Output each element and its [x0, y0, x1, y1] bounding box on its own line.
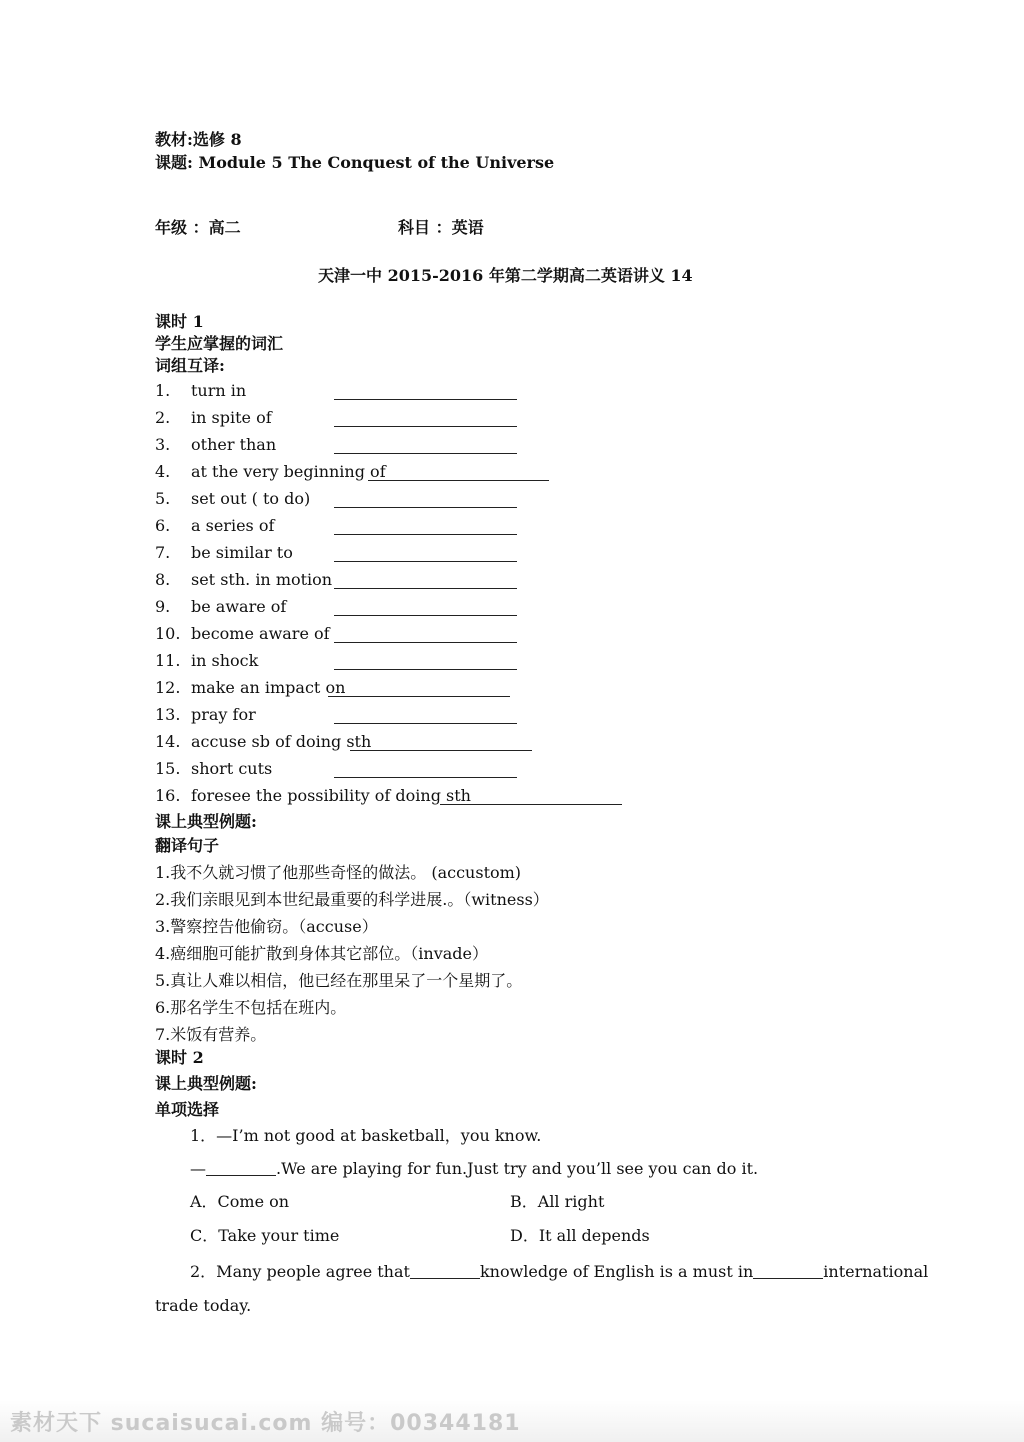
phrase-text: be aware of: [191, 597, 287, 616]
question-2-stem: [190, 1262, 928, 1282]
phrase-row: [155, 542, 293, 564]
answer-blank[interactable]: [753, 1262, 823, 1279]
phrase-number: 5.: [155, 489, 171, 508]
phrase-text: foresee the possibility of doing sth: [191, 786, 471, 805]
phrase-text: make an impact on: [191, 678, 346, 697]
answer-blank[interactable]: [334, 543, 517, 562]
answer-blank[interactable]: [350, 732, 532, 751]
answer-blank[interactable]: [328, 678, 510, 697]
phrase-text: at the very beginning of: [191, 462, 386, 481]
option-c[interactable]: C．Take your time: [190, 1226, 340, 1245]
option-b[interactable]: B．All right: [510, 1192, 605, 1211]
phrase-number: 1.: [155, 381, 171, 400]
translation-sentence: 3.警察控告他偷窃。（accuse）: [155, 917, 378, 936]
phrase-row: [155, 731, 371, 753]
textbook-label: 教材:选修 8: [155, 130, 242, 149]
answer-blank[interactable]: [334, 705, 517, 724]
translation-sentence: 2.我们亲眼见到本世纪最重要的科学进展.。（witness）: [155, 890, 549, 909]
phrase-number: 12.: [155, 678, 181, 697]
option-d[interactable]: D．It all depends: [510, 1226, 650, 1245]
phrase-number: 6.: [155, 516, 171, 535]
phrase-text: become aware of: [191, 624, 330, 643]
translation-sentence: 1.我不久就习惯了他那些奇怪的做法。 (accustom): [155, 863, 522, 882]
answer-blank[interactable]: [334, 381, 517, 400]
question-1-stem: 1．—I’m not good at basketball，you know.: [190, 1126, 542, 1145]
translation-sentence: 7.米饭有营养。: [155, 1025, 267, 1044]
dash-text: —: [190, 1159, 206, 1178]
answer-blank[interactable]: [334, 489, 517, 508]
answer-blank[interactable]: [334, 516, 517, 535]
translation-sentence: 6.那名学生不包括在班内。: [155, 998, 347, 1017]
phrase-text: accuse sb of doing sth: [191, 732, 372, 751]
lesson2-examples-heading: 课上典型例题:: [155, 1074, 257, 1093]
translate-heading: 翻译句子: [155, 836, 220, 855]
phrase-number: 7.: [155, 543, 171, 562]
phrase-number: 3.: [155, 435, 171, 454]
question-2-part3: international: [823, 1262, 929, 1281]
phrase-text: set out ( to do): [191, 489, 311, 508]
phrase-text: pray for: [191, 705, 256, 724]
page-title: 天津一中 2015-2016 年第二学期高二英语讲义 14: [318, 266, 693, 285]
phrase-row: [155, 623, 330, 645]
phrase-text: in spite of: [191, 408, 272, 427]
answer-blank[interactable]: [368, 462, 549, 481]
phrase-row: [155, 569, 332, 591]
phrase-row: [155, 515, 274, 537]
question-1-stem2: .We are playing for fun.Just try and you’ll see you can do it.: [276, 1159, 759, 1178]
phrase-number: 14.: [155, 732, 181, 751]
translation-sentence: 5.真让人难以相信，他已经在那里呆了一个星期了。: [155, 971, 523, 990]
phrase-number: 11.: [155, 651, 181, 670]
subject-label: 科目 ：英语: [398, 218, 484, 237]
phrase-number: 16.: [155, 786, 181, 805]
phrase-text: short cuts: [191, 759, 273, 778]
phrase-row: [155, 434, 276, 456]
answer-blank[interactable]: [334, 570, 517, 589]
phrase-row: [155, 380, 246, 402]
phrase-number: 10.: [155, 624, 181, 643]
translation-sentence: 4.癌细胞可能扩散到身体其它部位。（invade）: [155, 944, 488, 963]
watermark-text: 素材天下 sucaisucai.com 编号：00344181: [10, 1411, 521, 1436]
phrase-number: 8.: [155, 570, 171, 589]
lesson2-heading: 课时 2: [155, 1048, 204, 1067]
choice-heading: 单项选择: [155, 1100, 220, 1119]
answer-blank[interactable]: [334, 408, 517, 427]
phrase-text: other than: [191, 435, 277, 454]
phrase-number: 15.: [155, 759, 181, 778]
lesson1-heading: 课时 1: [155, 312, 204, 331]
answer-blank[interactable]: [334, 624, 517, 643]
question-2-line2: trade today.: [155, 1296, 252, 1315]
phrase-row: [155, 650, 258, 672]
phrase-text: in shock: [191, 651, 259, 670]
answer-blank[interactable]: [206, 1159, 276, 1176]
examples-heading: 课上典型例题:: [155, 812, 257, 831]
phrase-row: [155, 785, 471, 807]
phrase-number: 2.: [155, 408, 171, 427]
phrase-row: [155, 677, 345, 699]
question-2-part2: knowledge of English is a must in: [479, 1262, 754, 1281]
answer-blank[interactable]: [334, 651, 517, 670]
phrase-row: [155, 704, 256, 726]
phrase-number: 9.: [155, 597, 171, 616]
answer-blank[interactable]: [334, 597, 517, 616]
topic-label: 课题: Module 5 The Conquest of the Universe: [155, 153, 555, 172]
watermark-footer: [0, 1400, 1024, 1442]
answer-blank[interactable]: [440, 786, 622, 805]
grade-label: 年级 ：高二: [155, 218, 241, 237]
phrase-row: [155, 461, 386, 483]
phrase-row: [155, 758, 272, 780]
question-2-part1: 2．Many people agree that: [190, 1262, 410, 1281]
phrase-heading: 词组互译:: [155, 356, 225, 375]
phrase-row: [155, 596, 286, 618]
question-1-line2: [190, 1159, 758, 1179]
phrase-row: [155, 488, 310, 510]
phrase-number: 4.: [155, 462, 171, 481]
phrase-number: 13.: [155, 705, 181, 724]
answer-blank[interactable]: [334, 759, 517, 778]
phrase-text: a series of: [191, 516, 275, 535]
phrase-row: [155, 407, 272, 429]
answer-blank[interactable]: [334, 435, 517, 454]
phrase-text: be similar to: [191, 543, 293, 562]
phrase-text: turn in: [191, 381, 247, 400]
vocab-heading: 学生应掌握的词汇: [155, 334, 284, 353]
phrase-text: set sth. in motion: [191, 570, 333, 589]
answer-blank[interactable]: [410, 1262, 480, 1279]
option-a[interactable]: A．Come on: [190, 1192, 290, 1211]
